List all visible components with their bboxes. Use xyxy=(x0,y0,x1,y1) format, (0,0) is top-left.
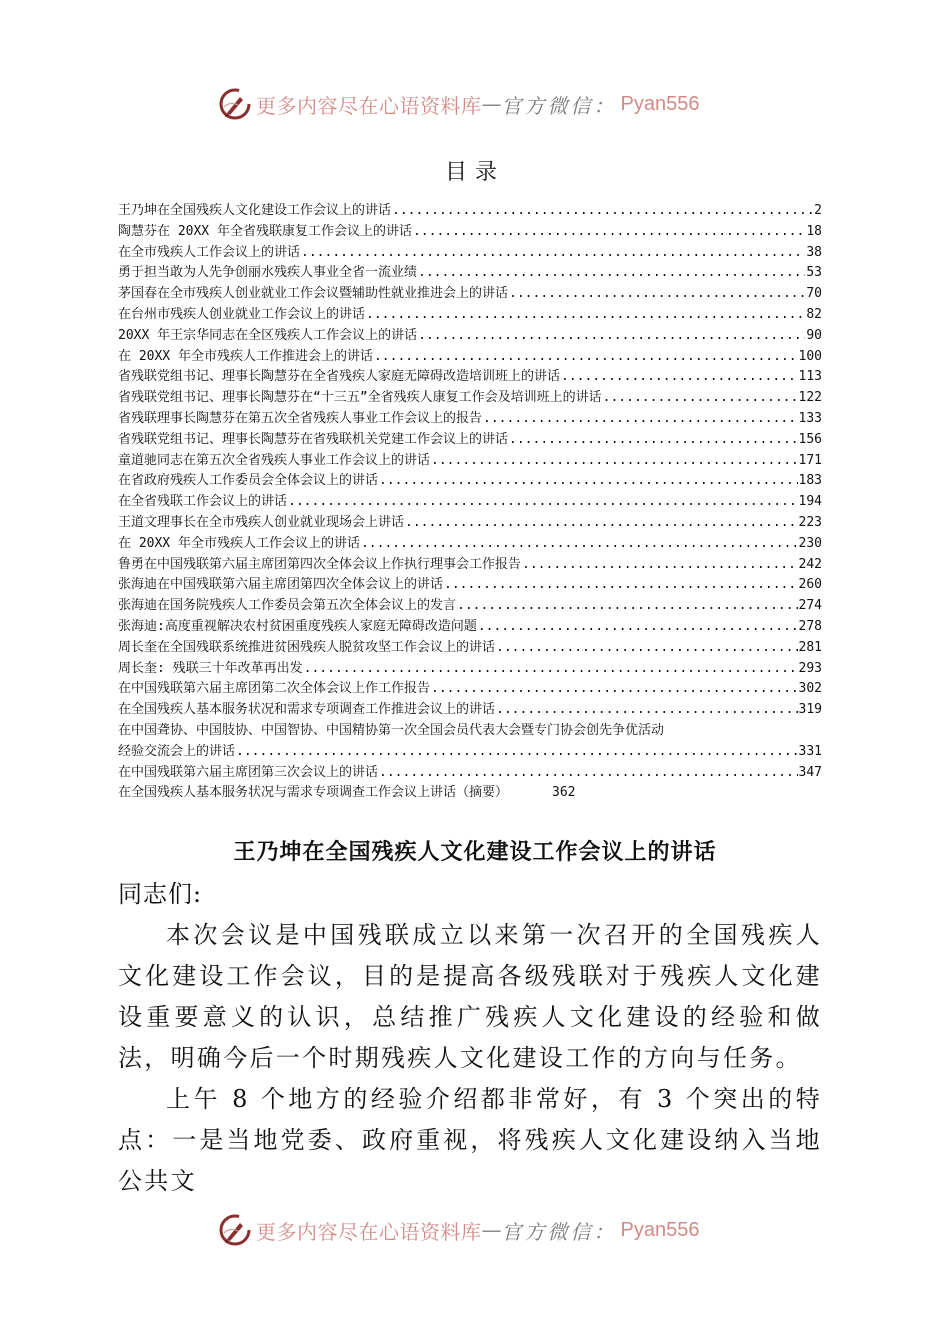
toc-entry-line[interactable] xyxy=(118,721,822,742)
toc-entry-title: 陶慧芬在 20XX 年全省残联康复工作会议上的讲话 xyxy=(118,223,412,239)
toc-entry[interactable] xyxy=(118,638,822,659)
banner-dash: — xyxy=(481,1218,502,1242)
toc-dot-leader xyxy=(522,555,798,576)
toc-entry[interactable] xyxy=(118,575,822,596)
toc-entry-title: 省残联党组书记、理事长陶慧芬在省残联机关党建工作会议上的讲话 xyxy=(118,431,509,447)
toc-entry-title: 在中国残联第六届主席团第三次会议上的讲话 xyxy=(118,764,379,780)
toc-entry-title: 省残联党组书记、理事长陶慧芬在全省残疾人家庭无障碍改造培训班上的讲话 xyxy=(118,369,561,385)
toc-dot-leader xyxy=(379,471,798,492)
toc-dot-leader xyxy=(509,430,798,451)
toc-entry-page-number: 260 xyxy=(798,577,822,593)
toc-entry-title: 鲁勇在中国残联第六届主席团第四次全体会议上作执行理事会工作报告 xyxy=(118,556,522,572)
header-watermark-banner xyxy=(218,84,738,124)
article-body xyxy=(118,874,822,1202)
toc-entry-title: 20XX 年王宗华同志在全区残疾人工作会议上的讲话 xyxy=(118,327,418,343)
toc-dot-leader xyxy=(496,700,798,721)
toc-dot-leader xyxy=(509,284,805,305)
toc-entry[interactable] xyxy=(118,659,822,680)
toc-entry-page-number: 223 xyxy=(798,514,822,530)
toc-entry-page-number: 194 xyxy=(798,494,822,510)
toc-entry[interactable] xyxy=(118,451,822,472)
toc-entry-page-number: 70 xyxy=(806,286,822,302)
toc-entry[interactable] xyxy=(118,388,822,409)
toc-entry[interactable] xyxy=(118,284,822,305)
toc-entry[interactable] xyxy=(118,471,822,492)
toc-entry-page-number: 100 xyxy=(798,348,822,364)
toc-dot-leader xyxy=(431,451,798,472)
quill-pen-logo-icon xyxy=(218,1213,252,1247)
toc-entry-title: 在省政府残疾人工作委员会全体会议上的讲话 xyxy=(118,473,379,489)
toc-dot-leader xyxy=(236,742,798,763)
toc-entry-title: 在全市残疾人工作会议上的讲话 xyxy=(118,244,301,260)
quill-pen-logo-icon xyxy=(218,87,252,121)
banner-promo-text: 更多内容尽在心语资料库 xyxy=(256,93,482,118)
toc-entry[interactable] xyxy=(118,201,822,222)
toc-entry-title: 王道文理事长在全市残疾人创业就业现场会上讲话 xyxy=(118,514,405,530)
toc-entry-page-number: 274 xyxy=(798,598,822,614)
toc-title: 目录 xyxy=(444,160,505,185)
toc-entry[interactable] xyxy=(118,367,822,388)
banner-promo-text: 更多内容尽在心语资料库 xyxy=(256,1219,482,1244)
toc-entry[interactable] xyxy=(118,222,822,243)
footer-watermark-banner xyxy=(218,1210,738,1250)
toc-entry-title: 勇于担当敢为人先争创丽水残疾人事业全省一流业绩 xyxy=(118,265,418,281)
article-title: 王乃坤在全国残疾人文化建设工作会议上的讲话 xyxy=(233,840,717,865)
toc-entry[interactable] xyxy=(118,555,822,576)
toc-entry-title: 省残联理事长陶慧芬在第五次全省残疾人事业工作会议上的报告 xyxy=(118,410,483,426)
toc-entry-title: 周长奎在全国残联系统推进贫困残疾人脱贫攻坚工作会议上的讲话 xyxy=(118,639,496,655)
toc-entry[interactable] xyxy=(118,700,822,721)
toc-entry-page-number: 122 xyxy=(798,390,822,406)
toc-dot-leader xyxy=(496,638,798,659)
toc-dot-leader xyxy=(366,305,805,326)
toc-entry-title: 经验交流会上的讲话 xyxy=(118,743,236,759)
toc-entry-page-number: 278 xyxy=(798,618,822,634)
toc-entry-title: 省残联党组书记、理事长陶慧芬在“十三五”全省残疾人康复工作会及培训班上的讲话 xyxy=(118,390,602,406)
toc-entry-page-number: 156 xyxy=(798,431,822,447)
toc-dot-leader xyxy=(603,388,798,409)
toc-entry-title: 周长奎: 残联三十年改革再出发 xyxy=(118,660,303,676)
toc-entry[interactable] xyxy=(118,305,822,326)
toc-entry[interactable] xyxy=(118,679,822,700)
article-greeting: 同志们: xyxy=(118,880,203,908)
toc-entry-title: 在中国聋协、中国肢协、中国智协、中国精协第一次全国会员代表大会暨专门协会创先争优活动 xyxy=(118,722,665,738)
toc-dot-leader xyxy=(509,783,551,804)
toc-entry-title: 张海迪在中国残联第六届主席团第四次全体会议上的讲话 xyxy=(118,577,444,593)
banner-wechat-id: Pyan556 xyxy=(620,1218,700,1241)
toc-entry-page-number: 183 xyxy=(798,473,822,489)
toc-dot-leader xyxy=(483,409,798,430)
banner-wechat-label: 官方微信： xyxy=(501,93,617,118)
toc-dot-leader xyxy=(444,575,798,596)
toc-entry-page-number: 2 xyxy=(814,203,822,218)
toc-entry[interactable] xyxy=(118,243,822,264)
toc-dot-leader xyxy=(304,659,798,680)
toc-entry-title: 在中国残联第六届主席团第二次全体会议上作工作报告 xyxy=(118,681,431,697)
toc-entry-page-number: 82 xyxy=(806,306,822,322)
toc-entry[interactable] xyxy=(118,263,822,284)
toc-dot-leader xyxy=(361,534,798,555)
toc-entry-title: 张海迪:高度重视解决农村贫困重度残疾人家庭无障碍改造问题 xyxy=(118,618,477,634)
banner-wechat-label: 官方微信： xyxy=(501,1219,617,1244)
table-of-contents xyxy=(118,201,822,804)
toc-entry[interactable] xyxy=(118,430,822,451)
toc-entry-title: 在 20XX 年全市残疾人工作推进会上的讲话 xyxy=(118,348,373,364)
toc-entry-title: 茅国春在全市残疾人创业就业工作会议暨辅助性就业推进会上的讲话 xyxy=(118,286,509,302)
toc-dot-leader xyxy=(561,367,798,388)
toc-dot-leader xyxy=(418,263,805,284)
toc-entry-page-number: 230 xyxy=(798,535,822,551)
toc-entry[interactable] xyxy=(118,763,822,784)
toc-dot-leader xyxy=(478,617,798,638)
toc-entry-page-number: 362 xyxy=(552,785,576,801)
toc-entry-title: 在 20XX 年全市残疾人工作会议上的讲话 xyxy=(118,535,360,551)
toc-dot-leader xyxy=(405,513,798,534)
toc-entry[interactable] xyxy=(118,347,822,368)
toc-entry-page-number: 53 xyxy=(806,265,822,281)
toc-entry[interactable] xyxy=(118,617,822,638)
toc-entry-title: 在全国残疾人基本服务状况与需求专项调查工作会议上讲话（摘要） xyxy=(118,785,509,801)
toc-entry-page-number: 302 xyxy=(798,681,822,697)
toc-entry[interactable] xyxy=(118,326,822,347)
toc-entry-page-number: 133 xyxy=(798,410,822,426)
toc-entry-title: 童道驰同志在第五次全省残疾人事业工作会议上的讲话 xyxy=(118,452,431,468)
toc-dot-leader xyxy=(413,222,805,243)
banner-dash: — xyxy=(481,92,502,116)
toc-entry-page-number: 281 xyxy=(798,639,822,655)
toc-entry-title: 在全国残疾人基本服务状况和需求专项调查工作推进会议上的讲话 xyxy=(118,702,496,718)
toc-entry-page-number: 38 xyxy=(806,244,822,260)
toc-entry[interactable] xyxy=(118,596,822,617)
toc-entry-page-number: 242 xyxy=(798,556,822,572)
toc-entry-page-number: 18 xyxy=(806,223,822,239)
toc-entry-page-number: 113 xyxy=(798,369,822,385)
article-paragraph: 上午 8 个地方的经验介绍都非常好，有 3 个突出的特点：一是当地党委、政府重视，将残疾人文化建设纳入当地公共文 xyxy=(118,1085,822,1195)
toc-entry-page-number: 293 xyxy=(798,660,822,676)
toc-entry[interactable] xyxy=(118,783,822,804)
toc-entry-title: 张海迪在国务院残疾人工作委员会第五次全体会议上的发言 xyxy=(118,598,457,614)
toc-entry-page-number: 319 xyxy=(798,702,822,718)
toc-dot-leader xyxy=(418,326,805,347)
toc-dot-leader xyxy=(457,596,798,617)
toc-dot-leader xyxy=(392,201,813,222)
toc-entry-title: 王乃坤在全国残疾人文化建设工作会议上的讲话 xyxy=(118,203,392,218)
toc-dot-leader xyxy=(374,347,798,368)
toc-entry-title: 在全省残联工作会议上的讲话 xyxy=(118,494,288,510)
banner-wechat-id: Pyan556 xyxy=(620,92,700,115)
toc-entry[interactable] xyxy=(118,492,822,513)
toc-entry-page-number: 331 xyxy=(798,743,822,759)
toc-entry-page-number: 90 xyxy=(806,327,822,343)
toc-dot-leader xyxy=(301,243,805,264)
toc-entry-page-number: 347 xyxy=(798,764,822,780)
toc-dot-leader xyxy=(379,763,798,784)
article-paragraph: 本次会议是中国残联成立以来第一次召开的全国残疾人文化建设工作会议，目的是提高各级残联对于残疾人文化建设重要意义的认识，总结推广残疾人文化建设的经验和做法，明确今后一个时期残疾人文化建设工作的方向与任务。 xyxy=(118,921,822,1072)
toc-entry[interactable] xyxy=(118,534,822,555)
toc-dot-leader xyxy=(288,492,798,513)
toc-dot-leader xyxy=(431,679,798,700)
toc-entry-page-number: 171 xyxy=(798,452,822,468)
toc-entry[interactable] xyxy=(118,742,822,763)
toc-entry[interactable] xyxy=(118,513,822,534)
toc-entry-title: 在台州市残疾人创业就业工作会议上的讲话 xyxy=(118,306,366,322)
toc-entry[interactable] xyxy=(118,409,822,430)
